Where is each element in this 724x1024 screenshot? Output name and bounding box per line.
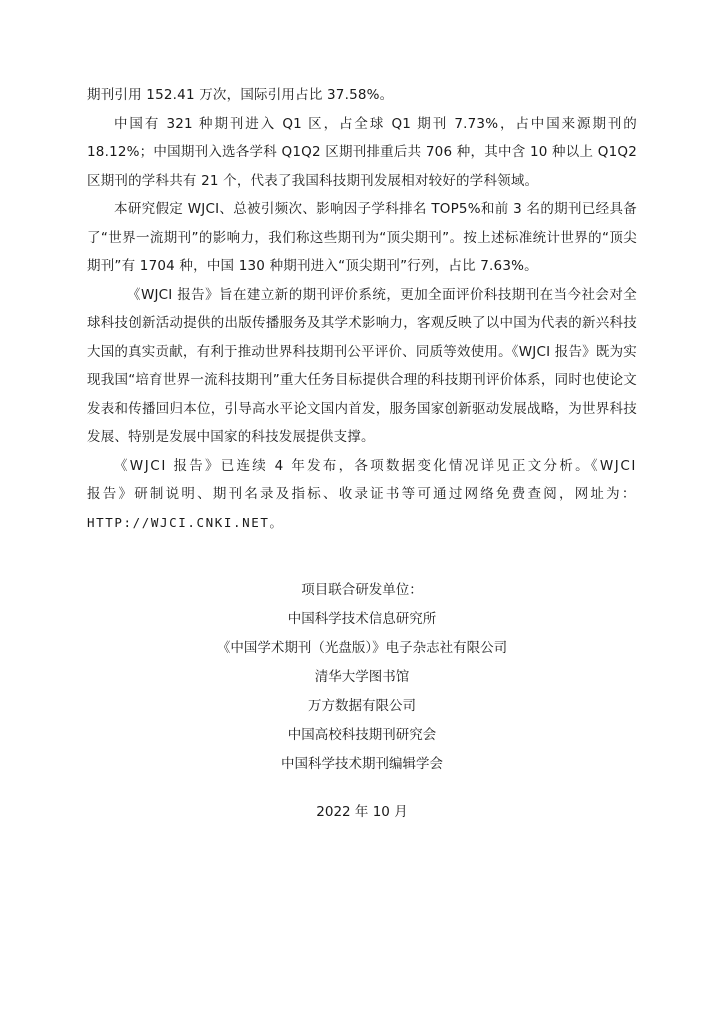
- report-body: [87, 81, 637, 537]
- units-heading: 项目联合研发单位：: [301, 582, 423, 598]
- unit-item: 中国高校科技期刊研究会: [287, 727, 437, 743]
- paragraph-wjci-release: [87, 452, 637, 538]
- research-units: [0, 576, 724, 779]
- release-text: 《WJCI 报告》已连续 4 年发布，各项数据变化情况详见正文分析。《WJCI 报告》研制说明、期刊名录及指标、收录证书等可通过网络免费查阅，网址为：: [87, 457, 637, 502]
- unit-item: 《中国学术期刊（光盘版）》电子杂志社有限公司: [216, 640, 508, 656]
- paragraph-citations: 期刊引用 152.41 万次，国际引用占比 37.58%。: [87, 87, 394, 103]
- paragraph-top-journals: 本研究假定 WJCI、总被引频次、影响因子学科排名 TOP5%和前 3 名的期刊已经具备了“世界一流期刊”的影响力，我们称这些期刊为“顶尖期刊”。按上述标准统计世界的“顶尖期刊”有 1704 种，中国 130 种期刊进入“顶尖期刊”行列，占比 7.63%。: [87, 201, 637, 274]
- website-url: HTTP://WJCI.CNKI.NET。: [87, 514, 284, 530]
- paragraph-wjci-purpose: 《WJCI 报告》旨在建立新的期刊评价系统，更加全面评价科技期刊在当今社会对全球科技创新活动提供的出版传播服务及其学术影响力，客观反映了以中国为代表的新兴科技大国的真实贡献，有利于推动世界科技期刊公平评价、同质等效使用。《WJCI 报告》既为实现我国“培育世界一流科技期刊”重大任务目标提供合理的科技期刊评价体系，同时也使论文发表和传播回归本位，引导高水平论文国内首发，服务国家创新驱动发展战略，为世界科技发展、特别是发展中国家的科技发展提供支撑。: [87, 286, 637, 445]
- unit-item: 万方数据有限公司: [308, 698, 416, 714]
- paragraph-q1-journals: 中国有 321 种期刊进入 Q1 区，占全球 Q1 期刊 7.73%，占中国来源期刊的 18.12%；中国期刊入选各学科 Q1Q2 区期刊排重后共 706 种，其中含 10 种以上 Q1Q2 区期刊的学科共有 21 个，代表了我国科技期刊发展相对较好的学科领域。: [87, 115, 637, 189]
- report-date: 2022 年 10 月: [316, 804, 408, 820]
- unit-item: 中国科学技术期刊编辑学会: [281, 756, 443, 772]
- unit-item: 中国科学技术信息研究所: [287, 611, 437, 627]
- unit-item: 清华大学图书馆: [314, 669, 410, 685]
